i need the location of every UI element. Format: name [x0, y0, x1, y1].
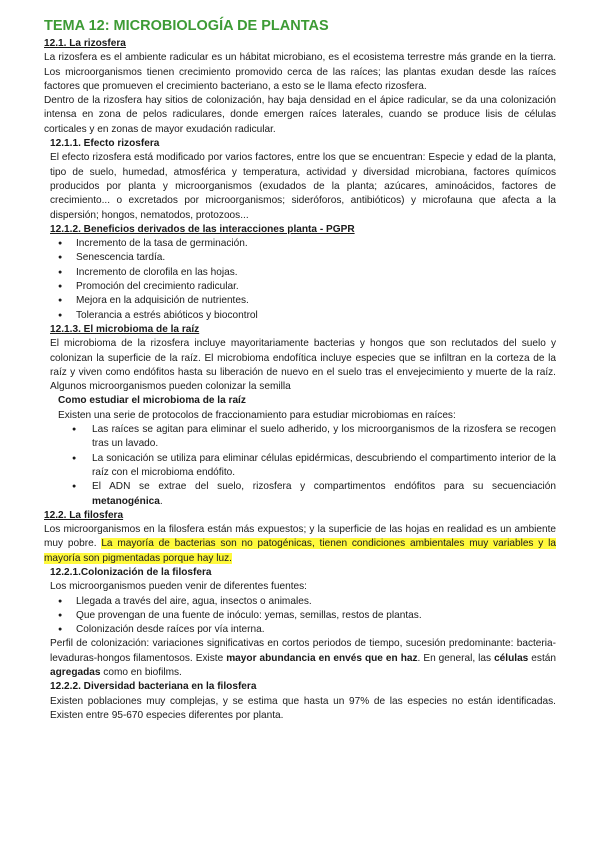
subsection-heading-diversidad: 12.2.2. Diversidad bacteriana en la filosfera	[50, 681, 257, 693]
paragraph: La rizosfera es el ambiente radicular es un hábitat microbiano, es el ecosistema terrestre más grande en la tierra. Los microorganismos tienen crecimiento promovido cerca de las raíces; las plantas exudan desde las raíces factores que promueven el crecimiento bacteriano, a esto se le llama efecto rizosfera.	[44, 52, 556, 92]
list-item: ● Incremento de clorofila en las hojas.	[50, 266, 556, 280]
list-item-text: La sonicación se utiliza para eliminar células epidérmicas, descubriendo el compartimento interior de la raíz con el microbioma endófito.	[92, 452, 556, 478]
list-item: ● Promoción del crecimiento radicular.	[50, 280, 556, 294]
bold-term: metanogénica	[92, 495, 160, 507]
list-item	[66, 423, 556, 452]
list-item: ● Colonización desde raíces por vía interna.	[50, 623, 556, 637]
benefits-list	[44, 237, 556, 323]
sources-list	[44, 595, 556, 638]
list-item: ● Senescencia tardía.	[50, 251, 556, 265]
paragraph	[44, 523, 556, 566]
list-item: ● Que provengan de una fuente de inóculo: yemas, semillas, restos de plantas.	[50, 609, 556, 623]
paragraph: Los microorganismos pueden venir de diferentes fuentes:	[50, 581, 307, 593]
bold-term: células	[494, 652, 529, 664]
list-item	[66, 452, 556, 481]
paragraph-text: Los microorganismos en la filosfera están más expuestos; y la superficie de las hojas en realidad es un ambiente muy pobre.	[44, 524, 556, 550]
paragraph-text: . En general, las	[417, 652, 495, 664]
paragraph-text: Perfil de colonización: variaciones significativas en cortos periodos de tiempo, sucesión predominante: bacteria-levaduras-hongos filamentosos. Existe	[50, 638, 556, 664]
paragraph: El microbioma de la rizosfera incluye mayoritariamente bacterias y hongos que son reclutados del suelo y colonizan la superficie de la raíz. El microbioma endofítica incluye especies que se infiltran en la corteza de la raíz y viven como endófitos hasta su liberación de nuevo en el suelo tras el envejecimiento y muerte de la raíz. Algunos microorganismos pueden colonizar la semilla	[50, 338, 556, 393]
list-item-text: El ADN se extrae del suelo, rizosfera y compartimentos endófitos para su secuenciación	[92, 481, 556, 493]
highlighted-text: La mayoría de bacterias son no patogénicas, tienen condiciones ambientales muy variables y la mayoría son pigmentadas porque hay luz.	[44, 538, 556, 564]
paragraph: Dentro de la rizosfera hay sitios de colonización, hay baja densidad en el ápice radicular, se da una colonización intensa en zona de pelos radiculares, donde emergen raíces laterales, cuando se produce lisis de células corticales y en zonas de mayor exudación radicular.	[44, 95, 556, 135]
list-item: ● Llegada a través del aire, agua, insectos o animales.	[50, 595, 556, 609]
subsection-heading-microbioma: 12.1.3. El microbioma de la raíz	[50, 323, 200, 335]
protocol-list	[44, 423, 556, 509]
paragraph-text: como en biofilms.	[100, 667, 182, 679]
bold-phrase: mayor abundancia en envés que en haz	[226, 652, 418, 664]
paragraph-text: están	[528, 652, 556, 664]
list-item: ● Tolerancia a estrés abióticos y biocontrol	[50, 309, 556, 323]
paragraph: El efecto rizosfera está modificado por varios factores, entre los que se encuentran: Especie y edad de la planta, tipo de suelo, humedad, atmosférica y temperatura, actividad y diversidad microbiana, factores químicos producidos por planta y microorganismos (exudados de la planta; azúcares, aminoácidos, factores de crecimiento... o excretados por microorganismos; sideróforos, antibióticos) y microfauna que afecta a la dispersión; hongos, nematodos, protozoos...	[50, 152, 556, 221]
subsection-heading-efecto-rizosfera: 12.1.1. Efecto rizosfera	[50, 138, 160, 150]
list-item-text: Las raíces se agitan para eliminar el suelo adherido, y los microorganismos de la rizosfera se recogen tras un lavado.	[92, 424, 556, 450]
sub-subsection-heading-estudiar: Como estudiar el microbioma de la raíz	[58, 395, 246, 407]
subsection-heading-beneficios: 12.1.2. Beneficios derivados de las interacciones planta - PGPR	[50, 223, 355, 235]
list-item: ● Mejora en la adquisición de nutrientes.	[50, 294, 556, 308]
bold-term: agregadas	[50, 667, 101, 679]
paragraph: Existen poblaciones muy complejas, y se estima que hasta un 97% de las especies no están identificadas. Existen entre 95-670 especies diferentes por planta.	[50, 695, 556, 721]
list-item	[66, 480, 556, 509]
paragraph	[50, 637, 556, 680]
section-heading-rizosfera: 12.1. La rizosfera	[44, 38, 126, 49]
list-item-text-end: .	[159, 495, 163, 507]
document-title: TEMA 12: MICROBIOLOGÍA DE PLANTAS	[44, 18, 329, 34]
section-heading-filosfera: 12.2. La filosfera	[44, 509, 124, 521]
paragraph: Existen una serie de protocolos de fraccionamiento para estudiar microbiomas en raíces:	[58, 409, 456, 421]
subsection-heading-colonizacion: 12.2.1.Colonización de la filosfera	[50, 566, 212, 578]
list-item: ● Incremento de la tasa de germinación.	[50, 237, 556, 251]
